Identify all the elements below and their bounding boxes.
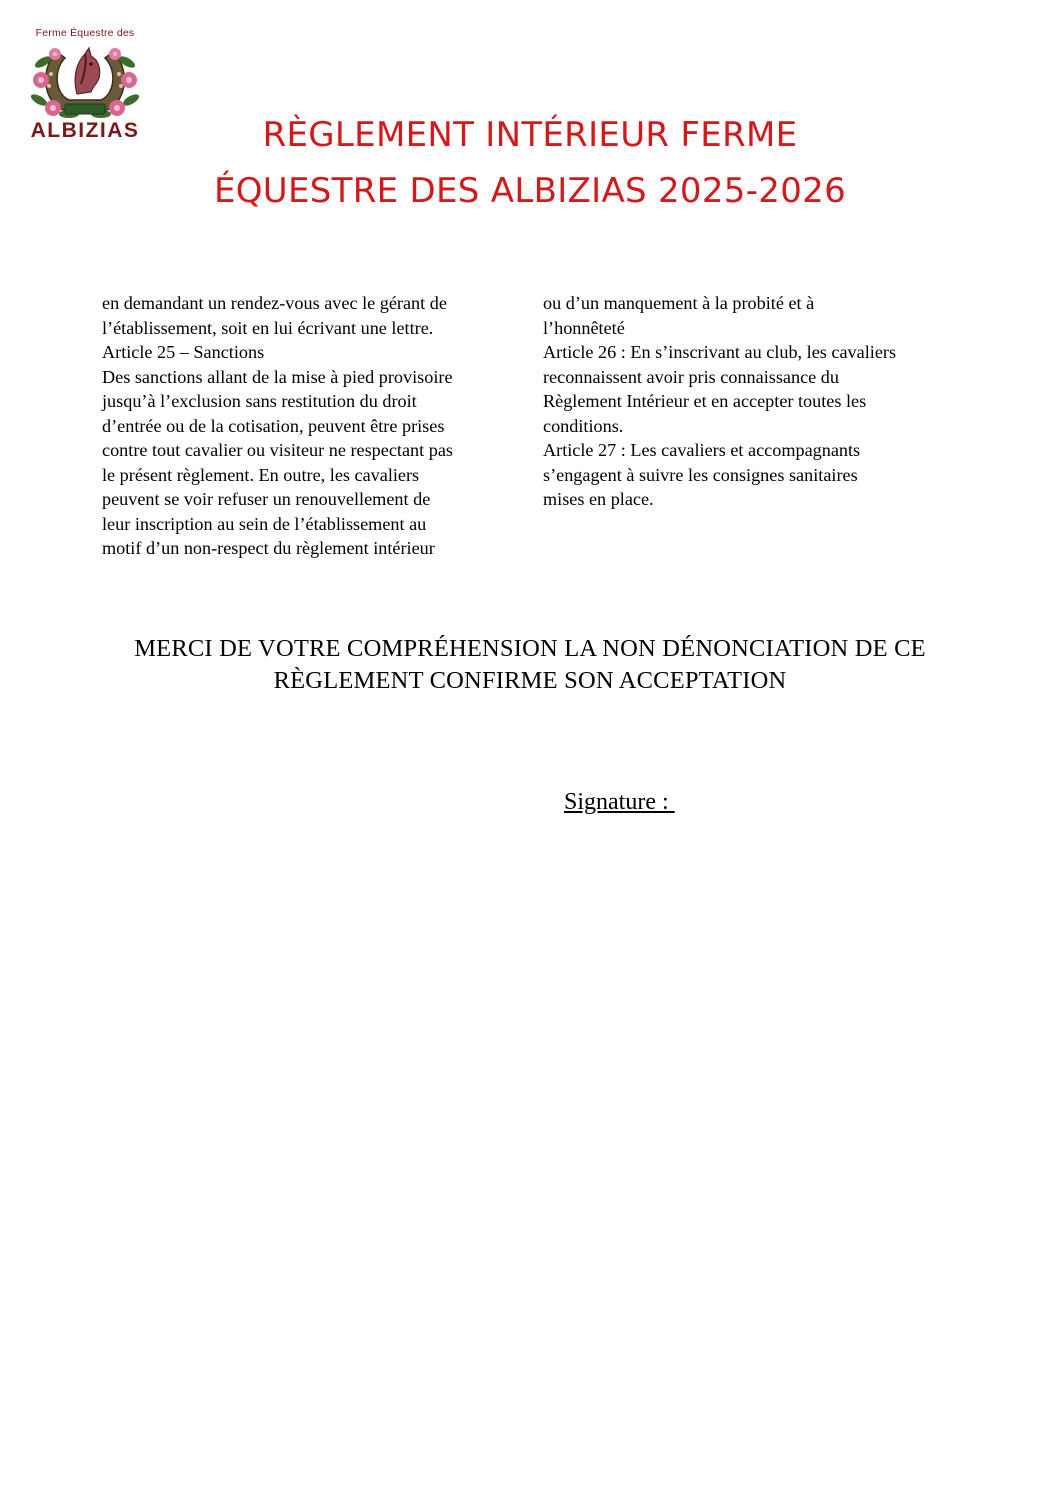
left-column [102,291,522,561]
text-line: peuvent se voir refuser un renouvellement de [102,489,431,509]
text-line: le présent règlement. En outre, les cavaliers [102,464,420,485]
page-title [130,107,930,219]
logo-top-text: Ferme Équestre des [35,27,135,39]
article-25-heading: Article 25 – Sanctions [102,342,265,362]
closing-line-2: RÈGLEMENT CONFIRME SON ACCEPTATION [273,667,787,694]
closing-statement [60,633,1000,697]
article-27-text: Article 27 : Les cavaliers et accompagnants [543,440,861,460]
title-line-1: RÈGLEMENT INTÉRIEUR FERME [262,115,798,155]
text-line: jusqu’à l’exclusion sans restitution du droit [102,391,417,411]
text-line: d’entrée ou de la cotisation, peuvent être prises [102,415,445,436]
text-line: l’établissement, soit en lui écrivant une lettre. [102,317,434,338]
right-column [543,291,973,512]
text-line: Règlement Intérieur et en accepter toutes les [543,391,867,411]
text-line: mises en place. [543,489,654,509]
article-26-text: Article 26 : En s’inscrivant au club, les cavaliers [543,342,897,362]
signature-label: Signature : [564,789,675,815]
text-line: l’honnêteté [543,317,625,338]
text-line: en demandant un rendez-vous avec le gérant de [102,293,447,313]
text-line: ou d’un manquement à la probité et à [543,293,815,313]
logo-bottom-text: ALBIZIAS [30,119,140,142]
horse-horseshoe-logo-icon [29,44,141,120]
text-line: leur inscription au sein de l’établissement au [102,513,427,534]
closing-line-1: MERCI DE VOTRE COMPRÉHENSION LA NON DÉNONCIATION DE CE [134,635,926,662]
text-line: Des sanctions allant de la mise à pied provisoire [102,366,453,387]
text-line: contre tout cavalier ou visiteur ne respectant pas [102,440,453,460]
text-line: reconnaissent avoir pris connaissance du [543,366,839,387]
text-line: motif d’un non-respect du règlement intérieur [102,538,435,558]
title-line-2: ÉQUESTRE DES ALBIZIAS 2025-2026 [213,171,847,211]
text-line: conditions. [543,415,624,436]
text-line: s’engagent à suivre les consignes sanitaires [543,464,858,485]
